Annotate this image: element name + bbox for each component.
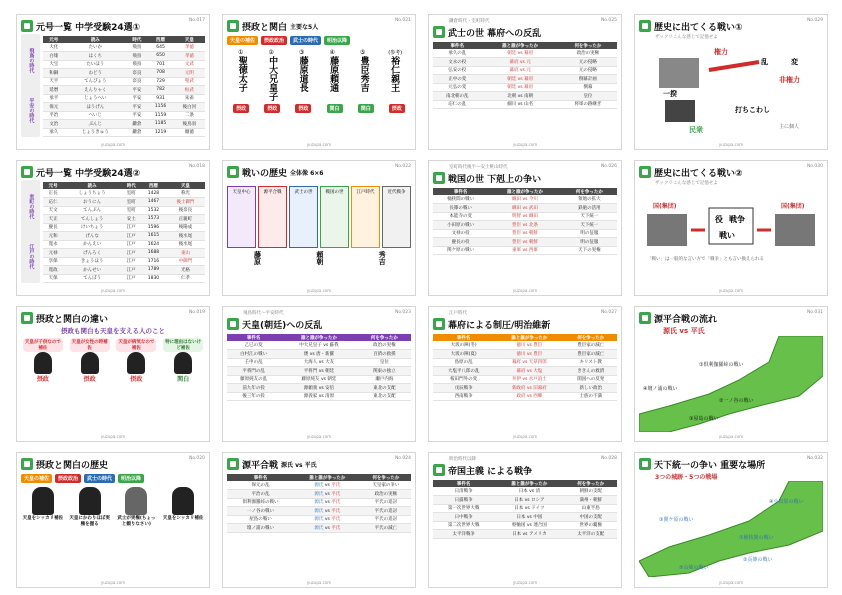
card-title: 元号一覧 中学受験24選① [36,22,141,33]
event-name: 第二次世界大戦 [433,521,494,530]
event-name: 戊辰戦争 [433,384,494,393]
card-subtitle: 摂政も関白も天皇を支える人のこと [61,327,165,335]
card-subtitle: 飛鳥時代～平安時代 [243,311,284,316]
event-name: 桶狭間の戦い [433,195,488,204]
card-subtitle: 明治時代以降 [449,457,476,462]
label-power: 権力 [714,48,728,56]
place-label: ②長篠の戦い [743,557,773,563]
side-label: 飛鳥の時代 [28,48,35,74]
event-name: 本能寺の変 [433,212,488,221]
worksheet-grid [16,14,828,588]
castle-left-shape [647,214,687,246]
footer-text: yuzupa.com [512,142,538,147]
footer-text: yuzupa.com [718,142,744,147]
era-header: 武士の時代 [84,474,115,483]
logo-icon [433,464,445,476]
role-tag: 摂政 [233,104,249,113]
card-genpei-table[interactable] [222,452,416,588]
event-name: 文永の役 [433,58,481,67]
logo-icon [227,318,239,330]
person-name: 中大兄皇子 [267,56,278,101]
person-icon [34,352,52,374]
footer-text: yuzupa.com [718,580,744,585]
caption: 天皇をシッカリ補佐 [22,516,64,521]
label-country-left: 国(集団) [653,203,677,210]
card-number: No.028 [600,456,617,461]
card-number: No.027 [600,310,617,315]
era-table: 元号 読み 時代 西暦 天皇 正長 しょうちょう 室町 1428 称光 応仁 おうにん 室町 1467 後土御門 天文 てんぶん 室町 1532 後奈良 天正 てんしょう 安土 1573 正親町 慶長 けいちょう 江戸 1596 後陽成 元和 げんな 江戸 1615 後水尾 寛永 かんえい 江戸 1624 後水尾 元禄 げんろく 江戸 1688 東山 享保 きょうほう 江戸 1716 中御門 寛政 かんせい 江戸 1789 光格 天保 てんぽう 江戸 1830 仁孝 [43,182,205,283]
event-name: 藤原純友の乱 [227,375,280,384]
event-name: 小田原の戦い [433,221,488,230]
era-header: 摂政政治 [261,36,287,45]
place-label: ①桶狭間の戦い [739,535,774,541]
card-subtitle: 源氏 vs 平氏 [281,461,317,469]
label-ikki: 一揆 [663,90,677,98]
event-name: 平将門の乱 [227,367,280,376]
role-label: 関白 [177,376,190,383]
person-number: ⑤ [359,49,366,56]
label-people: 民衆 [689,126,703,134]
era-cell: 天保 [43,274,63,283]
card-subtitle: 江戸時代 [449,311,467,316]
logo-icon [639,20,651,32]
card-shogunate-suppression[interactable] [428,306,622,442]
card-subtitle: 源氏 vs 平氏 [663,327,705,335]
event-name: 大坂の陣(夏) [433,350,494,359]
place-label: ②一ノ谷の戦い [719,398,754,404]
event-name: 関ケ原の戦い [433,246,488,255]
event-name: 応仁の乱 [433,100,481,109]
era-cell: 天文 [43,206,63,215]
label-uchikowashi: 打ちこわし [735,106,770,114]
column-box: 近代戦争 [382,186,411,248]
era-cell: 天正 [43,215,63,224]
card-war-history[interactable] [222,160,416,296]
event-name: 平治の乱 [227,490,294,499]
card-number: No.021 [394,18,411,23]
event-name: 元弘の変 [433,83,481,92]
logo-icon [21,458,33,470]
role-tag: 摂政 [295,104,311,113]
label-individual: 主に個人 [779,124,800,130]
logo-icon [639,312,651,324]
caption: 天皇をシッカリ補佐 [162,516,204,521]
event-name: 太平洋戦争 [433,530,494,539]
card-title: 歴史に出てくる戦い② [654,168,743,179]
event-table: 事件名 誰と誰が争ったか 何を争ったか 乙巳の変 中大兄皇子 vs 蘇我 政治の実権 白村江の戦い 倭 vs 唐・新羅 百済の救援 壬申の乱 大海人 vs 大友 皇位 平将門の乱 平将門 vs 朝廷 関東の独立 藤原純友の乱 藤原純友 vs 朝廷 瀬戸内海 前九年の役 源頼義 vs 安倍 東北の支配 後三年の役 源義家 vs 清原 東北の支配 [227,334,411,401]
logo-icon [433,26,445,38]
logo-icon [21,166,33,178]
place-label: ①倶利伽羅峠の戦い [699,362,744,368]
event-table: 事件名 誰と誰が争ったか 何を争ったか 承久の乱 朝廷 vs 幕府 政治の実権 文永の役 幕府 vs 元 元の侵略 弘安の役 幕府 vs 元 元の侵略 正中の変 朝廷 vs 幕府 倒幕計画 元弘の変 朝廷 vs 幕府 倒幕 南北朝の乱 北朝 vs 南朝 皇位 応仁の乱 細川 vs 山名 将軍の跡継ぎ [433,42,617,109]
label-ran: 乱 [761,58,768,66]
label-hen: 変 [791,58,798,66]
card-imperialism[interactable] [428,452,622,588]
castle-right-shape [775,214,815,246]
japan-map [639,481,823,577]
role-tag: 摂政 [264,104,280,113]
person-number: (参考) [388,50,403,56]
event-table: 事件名 誰と誰が争ったか 何を争ったか 日清戦争 日本 vs 清 朝鮮の支配 日露戦争 日本 vs ロシア 満州・朝鮮 第一次世界大戦 日本 vs ドイツ 山東半島 日中戦争 日本 vs 中国 中国の支配 第二次世界大戦 枢軸国 vs 連合国 世界の覇権 太平洋戦争 日本 vs アメリカ 太平洋の支配 [433,480,617,539]
era-header: 明治以降 [118,474,144,483]
era-table: 元号 読み 時代 西暦 天皇 大化 たいか 飛鳥 645 孝徳 白雉 はくち 飛鳥 650 孝徳 大宝 たいほう 飛鳥 701 文武 和銅 わどう 奈良 708 元明 天平 てんぴょう 奈良 729 聖武 延暦 えんりゃく 平安 782 桓武 承平 じょうへい 平安 931 朱雀 保元 ほうげん 平安 1156 後白河 平治 へいじ 平安 1159 二条 文治 ぶんじ 鎌倉 1185 後鳥羽 承久 じょうきゅう 鎌倉 1219 順徳 [43,36,205,137]
reason-bubble: 天皇が病気なので補佐 [118,340,155,351]
event-name: 屋島の戦い [227,515,294,524]
crowd-shape [665,100,695,122]
person-icon [81,352,99,374]
era-cell: 保元 [43,103,64,112]
person-name: 藤原頼通 [328,56,339,92]
card-subtitle: 全体像 6×6 [290,169,324,177]
footer-text: yuzupa.com [306,288,332,293]
card-title: 元号一覧 中学受験24選② [36,168,141,179]
footer-text: yuzupa.com [100,142,126,147]
side-label: 平安の時代 [28,97,35,123]
role-label: 摂政 [83,376,96,383]
map-land-shape [639,336,823,432]
footer-text: yuzupa.com [306,434,332,439]
logo-icon [433,318,445,330]
card-number: No.030 [806,164,823,169]
side-label: 室町の時代 [28,194,35,220]
card-imperial-rebellions[interactable] [222,306,416,442]
logo-icon [21,312,33,324]
card-number: No.023 [394,310,411,315]
role-label: 摂政 [36,376,49,383]
card-title: 摂政と関白の違い [36,314,109,325]
event-name: 白村江の戦い [227,350,280,359]
place-label: ③屋島の戦い [689,416,719,422]
column-box: 天皇中心 [227,186,256,248]
event-name: 弘安の役 [433,66,481,75]
place-label: ⑤山崎の戦い [679,565,709,571]
era-cell: 元和 [43,232,63,241]
era-cell: 文治 [43,120,64,129]
column-box: 源平合戦 [258,186,287,248]
japan-map [639,336,823,432]
era-cell: 大宝 [43,60,64,69]
card-title: 源平合戦 [242,460,279,471]
place-label: ④壇ノ浦の戦い [643,386,678,392]
era-cell: 承久 [43,128,64,137]
event-name: 大坂の陣(冬) [433,341,494,350]
card-era-list-1[interactable] [16,14,210,150]
footer-text: yuzupa.com [718,434,744,439]
card-regent-difference[interactable] [16,306,210,442]
footer-text: yuzupa.com [718,288,744,293]
event-name: 日清戦争 [433,487,494,496]
era-cell: 天平 [43,77,64,86]
era-cell: 寛政 [43,266,63,275]
footer-text: yuzupa.com [512,580,538,585]
era-cell: 延暦 [43,86,64,95]
card-era-list-2[interactable] [16,160,210,296]
era-cell: 寛永 [43,240,63,249]
card-title: 天下統一の争い 重要な場所 [654,460,766,471]
logo-icon [227,166,239,178]
event-name: 島原の乱 [433,358,494,367]
footer-text: yuzupa.com [100,288,126,293]
era-header: 天皇の補佐 [21,474,52,483]
place-label: ④小田原の戦い [769,499,804,505]
footer-text: yuzupa.com [512,288,538,293]
column-box: 江戸時代 [351,186,380,248]
card-title: 源平合戦の流れ [654,314,718,325]
card-subtitle: 3つの城跡・5つの戦場 [655,474,718,481]
event-name: 第一次世界大戦 [433,504,494,513]
card-number: No.019 [188,310,205,315]
card-unification-map[interactable] [634,452,828,588]
card-title: 歴史に出てくる戦い① [654,22,743,33]
card-title: 武士の世 幕府への反乱 [448,28,542,39]
side-label: 江戸の時代 [28,243,35,269]
card-battle-types-1[interactable] [634,14,828,150]
event-name: 日中戦争 [433,513,494,522]
footer-text: yuzupa.com [100,580,126,585]
battle-diagram [639,40,823,136]
logo-icon [639,458,651,470]
card-title: 摂政と関白の歴史 [36,460,109,471]
label-nonpower: 非権力 [779,76,800,84]
era-header: 摂政政治 [55,474,81,483]
card-title: 戦国の世 下剋上の争い [448,174,542,185]
person-name: 藤原道長 [297,56,308,92]
event-table: 事件名 誰と誰が争ったか 何を争ったか 大坂の陣(冬) 徳川 vs 豊臣 豊臣家の滅亡 大坂の陣(夏) 徳川 vs 豊臣 豊臣家の滅亡 島原の乱 幕府 vs 天草四郎 キリスト教 大塩平八郎の乱 幕府 vs 大塩 ききんの救済 桜田門外の変 井伊 vs 水戸浪士 開国への反発 戊辰戦争 新政府 vs 旧幕府 新しい政治 西南戦争 政府 vs 西郷 士族の不満 [433,334,617,401]
event-name: 壇ノ浦の戦い [227,524,294,533]
reason-bubble: 天皇が子供なので補佐 [24,340,61,351]
event-name: 西南戦争 [433,392,494,401]
era-cell: 元禄 [43,249,63,258]
event-name: 桜田門外の変 [433,375,494,384]
person-icon [127,352,145,374]
era-cell: 正長 [43,189,63,198]
caption: 天皇にかわりほぼ実権を握る [69,516,110,527]
role-tag: 関白 [358,104,374,113]
label-country-right: 国(集団) [781,203,805,210]
card-title: 戦いの歴史 [242,168,288,179]
card-regents-five[interactable] [222,14,416,150]
reason-bubble: 特に理由はないけど補佐 [165,340,202,351]
card-number: No.020 [188,456,205,461]
card-battle-types-2[interactable] [634,160,828,296]
bottom-name: 藤原 [253,251,262,265]
card-subtitle: 鎌倉時代・室町時代 [449,19,490,24]
column-box: 武士の世 [289,186,318,248]
person-icon [32,487,54,515]
era-header: 武士の時代 [290,36,321,45]
event-table: 事件名 誰と誰が争ったか 何を争ったか 保元の乱 源氏 vs 平氏 天皇家の争い 平治の乱 源氏 vs 平氏 政治の実権 倶利伽羅峠の戦い 源氏 vs 平氏 平氏の追討 一ノ谷の戦い 源氏 vs 平氏 平氏の追討 屋島の戦い 源氏 vs 平氏 平氏の追討 壇ノ浦の戦い 源氏 vs 平氏 平氏の滅亡 [227,474,411,533]
role-tag: 摂政 [389,104,405,113]
era-cell: 和銅 [43,69,64,78]
logo-icon [433,172,445,184]
event-name: 大塩平八郎の乱 [433,367,494,376]
note-text: 「戦い」は一般的な言い方で「戦争」とも言い換えられる [647,257,764,262]
event-name: 承久の乱 [433,49,481,58]
card-subtitle: ザックリこんな感じで記憶せよ [655,35,718,40]
reason-bubble: 天皇が女性の時補佐 [71,340,108,351]
card-sengoku[interactable] [428,160,622,296]
person-number: ③ [299,49,305,56]
label-tatakai: 戦い [719,231,735,240]
person-name: 裕仁親王 [389,56,400,92]
card-number: No.024 [394,456,411,461]
role-tag: 関白 [327,104,343,113]
bottom-name: 頼朝 [315,251,324,265]
era-cell: 享保 [43,257,63,266]
event-name: 前九年の役 [227,384,280,393]
card-number: No.029 [806,18,823,23]
card-number: No.022 [394,164,411,169]
role-label: 摂政 [130,376,143,383]
era-header: 天皇の補佐 [227,36,258,45]
card-number: No.031 [806,310,823,315]
card-subtitle: ザックリこんな感じで記憶せよ [655,181,718,186]
card-title: 天皇(朝廷)への反乱 [242,320,323,331]
event-name: 乙巳の変 [227,341,280,350]
castle-shape [659,58,699,88]
event-name: 保元の乱 [227,481,294,490]
footer-text: yuzupa.com [306,142,332,147]
label-eki: 役 [715,215,723,224]
column-box: 戦国の世 [320,186,349,248]
card-subtitle: 主要な5人 [290,23,319,31]
event-name: 倶利伽羅峠の戦い [227,498,294,507]
era-cell: 慶長 [43,223,63,232]
event-name: 後三年の役 [227,392,280,401]
card-genpei-map[interactable] [634,306,828,442]
person-icon [125,487,147,515]
person-number: ② [268,49,274,56]
event-name: 長篠の戦い [433,204,488,213]
map-land-shape [639,481,823,577]
card-number: No.026 [600,164,617,169]
event-name: 慶長の役 [433,238,488,247]
card-title: 幕府による制圧/明治維新 [448,320,551,331]
era-cell: 承平 [43,94,64,103]
era-cell: 平治 [43,111,64,120]
arrow-shape [709,62,759,70]
person-icon [174,352,192,374]
era-cell: 白雉 [43,52,64,61]
person-icon [79,487,101,515]
event-table: 事件名 誰と誰が争ったか 何を争ったか 桶狭間の戦い 織田 vs 今川 領地の拡大 長篠の戦い 織田 vs 武田 鉄砲の活用 本能寺の変 明智 vs 織田 天下統一 小田原の戦い 豊臣 vs 北条 天下統一 文禄の役 豊臣 vs 朝鮮 明の征服 慶長の役 豊臣 vs 朝鮮 明の征服 関ケ原の戦い 東軍 vs 西軍 天下の実権 [433,188,617,255]
bottom-name: 秀吉 [378,251,387,265]
card-title: 摂政と関白 [242,22,288,33]
footer-text: yuzupa.com [306,580,332,585]
card-regent-history[interactable] [16,452,210,588]
person-number: ④ [329,49,335,56]
event-name: 一ノ谷の戦い [227,507,294,516]
footer-text: yuzupa.com [100,434,126,439]
card-title: 帝国主義 による戦争 [448,466,533,477]
event-name: 文禄の役 [433,229,488,238]
person-icon [172,487,194,515]
person-number: ① [238,49,244,56]
card-number: No.032 [806,456,823,461]
card-number: No.018 [188,164,205,169]
place-label: ③関ケ原の戦い [659,517,694,523]
event-name: 日露戦争 [433,496,494,505]
card-number: No.025 [600,18,617,23]
war-diagram [639,186,823,266]
logo-icon [21,20,33,32]
event-name: 壬申の乱 [227,358,280,367]
card-subtitle: 室町時代後半～安土桃山時代 [449,165,508,170]
person-name: 聖徳太子 [236,56,247,92]
card-samurai-rebellions[interactable] [428,14,622,150]
footer-text: yuzupa.com [512,434,538,439]
card-number: No.017 [188,18,205,23]
era-header: 明治以降 [324,36,350,45]
era-cell: 応仁 [43,198,63,207]
logo-icon [227,458,239,470]
era-cell: 大化 [43,43,64,52]
label-sensou: 戦争 [729,215,745,224]
person-name: 豊臣秀吉 [358,56,369,92]
logo-icon [639,166,651,178]
logo-icon [227,20,239,32]
caption: 武士が実権(ちょっと頼りなさい) [117,516,156,527]
event-name: 正中の変 [433,75,481,84]
event-name: 南北朝の乱 [433,92,481,101]
